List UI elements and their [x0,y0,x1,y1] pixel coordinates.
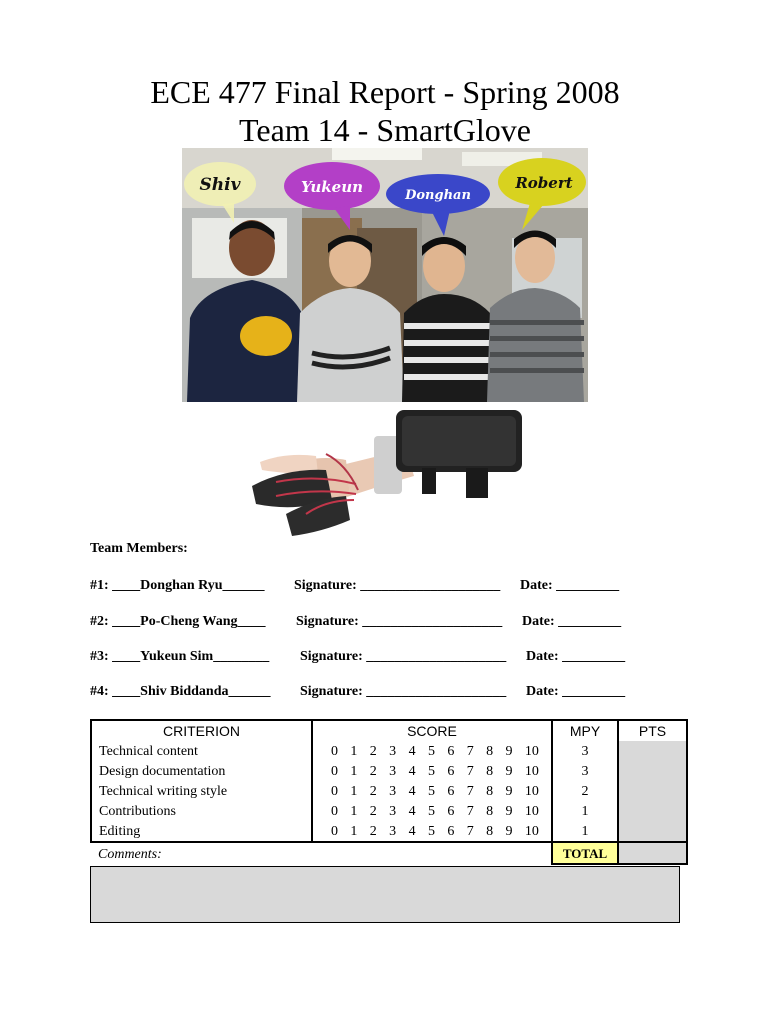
member-number: #1: [90,578,109,593]
mpy-header: MPY [552,720,618,741]
table-row [91,821,687,842]
grading-header-row [91,720,687,741]
mpy-cell: 3 [552,761,618,781]
mpy-cell: 3 [552,741,618,761]
criterion-cell: Contributions [91,801,312,821]
signature-field[interactable]: Signature: ____________________ [300,649,507,664]
bubble-donghan-label: Donghan [405,188,471,203]
member-row-1 [90,578,620,594]
score-scale[interactable]: 0 1 2 3 4 5 6 7 8 9 10 [331,763,539,779]
signature-field[interactable]: Signature: ____________________ [294,578,501,593]
report-title: ECE 477 Final Report - Spring 2008 [150,74,620,110]
criterion-cell: Design documentation [91,761,312,781]
member-name: ____Shiv Biddanda______ [112,684,271,699]
table-row [91,781,687,801]
smartglove-image [246,404,526,540]
date-field[interactable]: Date: _________ [520,578,620,593]
member-row-3 [90,649,626,665]
table-row [91,741,687,761]
member-name: ____Po-Cheng Wang____ [112,614,266,629]
member-name: ____Donghan Ryu______ [112,578,265,593]
team-photo [182,148,588,402]
pts-header: PTS [618,720,687,741]
score-scale[interactable]: 0 1 2 3 4 5 6 7 8 9 10 [331,823,539,839]
table-row [91,761,687,781]
signature-field[interactable]: Signature: ____________________ [300,684,507,699]
pts-cell[interactable] [618,741,687,761]
criterion-cell: Technical writing style [91,781,312,801]
score-header: SCORE [312,720,552,741]
mpy-cell: 1 [552,821,618,842]
bubble-shiv-label: Shiv [199,175,241,195]
comments-field[interactable] [90,866,680,923]
member-number: #3: [90,649,109,664]
table-row [91,801,687,821]
mpy-cell: 2 [552,781,618,801]
criterion-cell: Editing [91,821,312,842]
total-pts-cell[interactable] [618,842,687,864]
signature-field[interactable]: Signature: ____________________ [296,614,503,629]
score-scale[interactable]: 0 1 2 3 4 5 6 7 8 9 10 [331,803,539,819]
bubble-robert-label: Robert [515,174,573,192]
date-field[interactable]: Date: _________ [526,649,626,664]
total-label: TOTAL [552,842,618,864]
member-number: #2: [90,614,109,629]
comments-label: Comments: [98,847,162,862]
grading-table [90,719,688,865]
criterion-header: CRITERION [91,720,312,741]
score-scale[interactable]: 0 1 2 3 4 5 6 7 8 9 10 [331,783,539,799]
member-number: #4: [90,684,109,699]
mpy-cell: 1 [552,801,618,821]
pts-cell[interactable] [618,801,687,821]
member-row-2 [90,614,622,630]
score-scale[interactable]: 0 1 2 3 4 5 6 7 8 9 10 [331,743,539,759]
member-name: ____Yukeun Sim________ [112,649,270,664]
team-title: Team 14 - SmartGlove [239,112,531,148]
pts-cell[interactable] [618,821,687,842]
pts-cell[interactable] [618,781,687,801]
criterion-cell: Technical content [91,741,312,761]
pts-cell[interactable] [618,761,687,781]
total-row [91,842,687,864]
team-members-label: Team Members: [90,541,188,556]
date-field[interactable]: Date: _________ [522,614,622,629]
bubble-yukeun-label: Yukeun [300,178,364,196]
member-row-4 [90,684,626,700]
date-field[interactable]: Date: _________ [526,684,626,699]
